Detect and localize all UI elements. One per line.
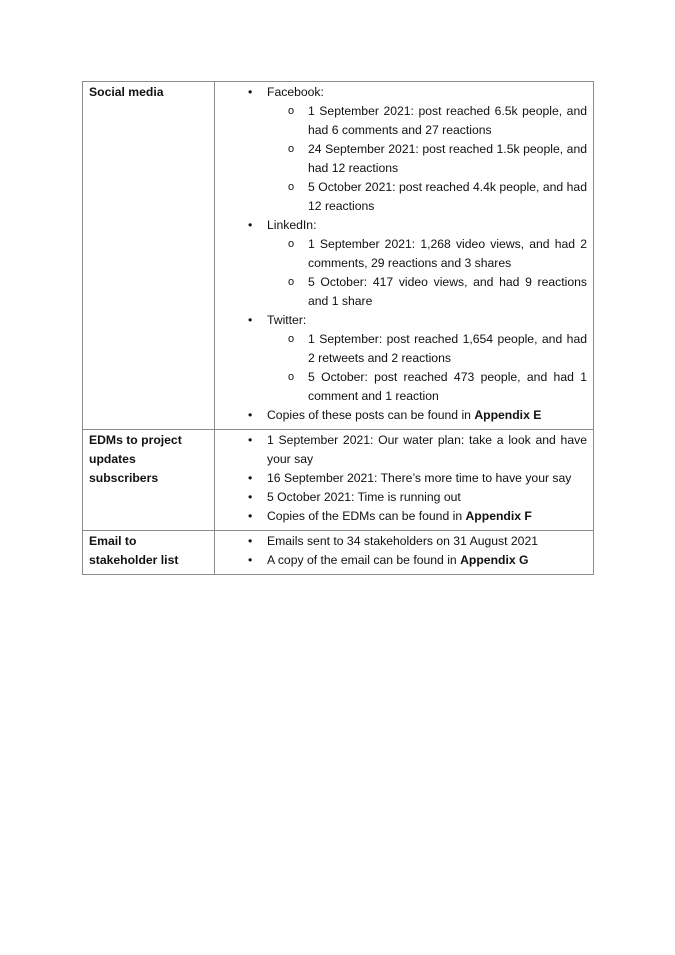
linkedin-heading: LinkedIn: [267, 218, 317, 232]
edms-list [221, 431, 587, 526]
linkedin-sublist [267, 235, 587, 311]
bullet-icon: • [248, 553, 253, 567]
list-item-facebook [221, 83, 587, 216]
engagement-activities-table [82, 81, 594, 575]
bullet-icon: • [248, 509, 253, 523]
facebook-sublist [267, 102, 587, 216]
twitter-sublist [267, 330, 587, 406]
sub-bullet-icon: o [288, 143, 295, 155]
list-item: • Emails sent to 34 stakeholders on 31 August 2021 [221, 532, 587, 551]
table-row-social-media [83, 82, 594, 430]
row-label-edms: EDMs to project updates subscribers [83, 430, 215, 531]
appendix-reference: Appendix G [460, 553, 529, 567]
bullet-icon: • [248, 490, 253, 504]
sub-bullet-icon: o [288, 276, 295, 288]
list-item-copies-appendix-f: • Copies of the EDMs can be found in Appendix F [221, 507, 587, 526]
bullet-icon: • [248, 408, 253, 422]
sub-list-item: o 1 September 2021: post reached 6.5k people, and had 6 comments and 27 reactions [288, 104, 587, 137]
list-item-linkedin [221, 216, 587, 311]
twitter-heading: Twitter: [267, 313, 307, 327]
bullet-icon: • [248, 433, 253, 447]
email-list [221, 532, 587, 570]
sub-list-item: o 5 October 2021: post reached 4.4k people, and had 12 reactions [288, 180, 587, 213]
row-content-edms [215, 430, 594, 531]
list-item: • 16 September 2021: There’s more time to have your say [221, 469, 587, 488]
sub-list-item: o 1 September 2021: 1,268 video views, and had 2 comments, 29 reactions and 3 shares [288, 237, 587, 270]
bullet-icon: • [248, 471, 253, 485]
bullet-icon: • [248, 313, 253, 327]
social-media-list [221, 83, 587, 425]
list-item-twitter [221, 311, 587, 406]
sub-bullet-icon: o [288, 333, 295, 345]
row-content-social-media [215, 82, 594, 430]
bullet-icon: • [248, 85, 253, 99]
row-label-text: Social media [89, 85, 164, 99]
appendix-reference: Appendix F [465, 509, 532, 523]
row-label-social-media [83, 82, 215, 430]
sub-list-item: o 5 October: post reached 473 people, and had 1 comment and 1 reaction [288, 370, 587, 403]
sub-list-item: o 1 September: post reached 1,654 people, and had 2 retweets and 2 reactions [288, 332, 587, 365]
sub-bullet-icon: o [288, 105, 295, 117]
row-content-email [215, 531, 594, 575]
appendix-reference: Appendix E [474, 408, 542, 422]
list-item: • 1 September 2021: Our water plan: take a look and have your say [248, 433, 587, 466]
list-item-copies-appendix-g: • A copy of the email can be found in Appendix G [221, 551, 587, 570]
facebook-heading: Facebook: [267, 85, 324, 99]
sub-bullet-icon: o [288, 181, 295, 193]
sub-list-item: o 5 October: 417 video views, and had 9 reactions and 1 share [288, 275, 587, 308]
list-item: • 5 October 2021: Time is running out [221, 488, 587, 507]
sub-list-item: o 24 September 2021: post reached 1.5k people, and had 12 reactions [288, 142, 587, 175]
bullet-icon: • [248, 218, 253, 232]
sub-bullet-icon: o [288, 371, 295, 383]
bullet-icon: • [248, 534, 253, 548]
sub-bullet-icon: o [288, 238, 295, 250]
row-label-email: Email to stakeholder list [83, 531, 215, 575]
table-row-email [83, 531, 594, 575]
table-row-edms [83, 430, 594, 531]
list-item-copies-appendix-e: • Copies of these posts can be found in Appendix E [221, 406, 587, 425]
